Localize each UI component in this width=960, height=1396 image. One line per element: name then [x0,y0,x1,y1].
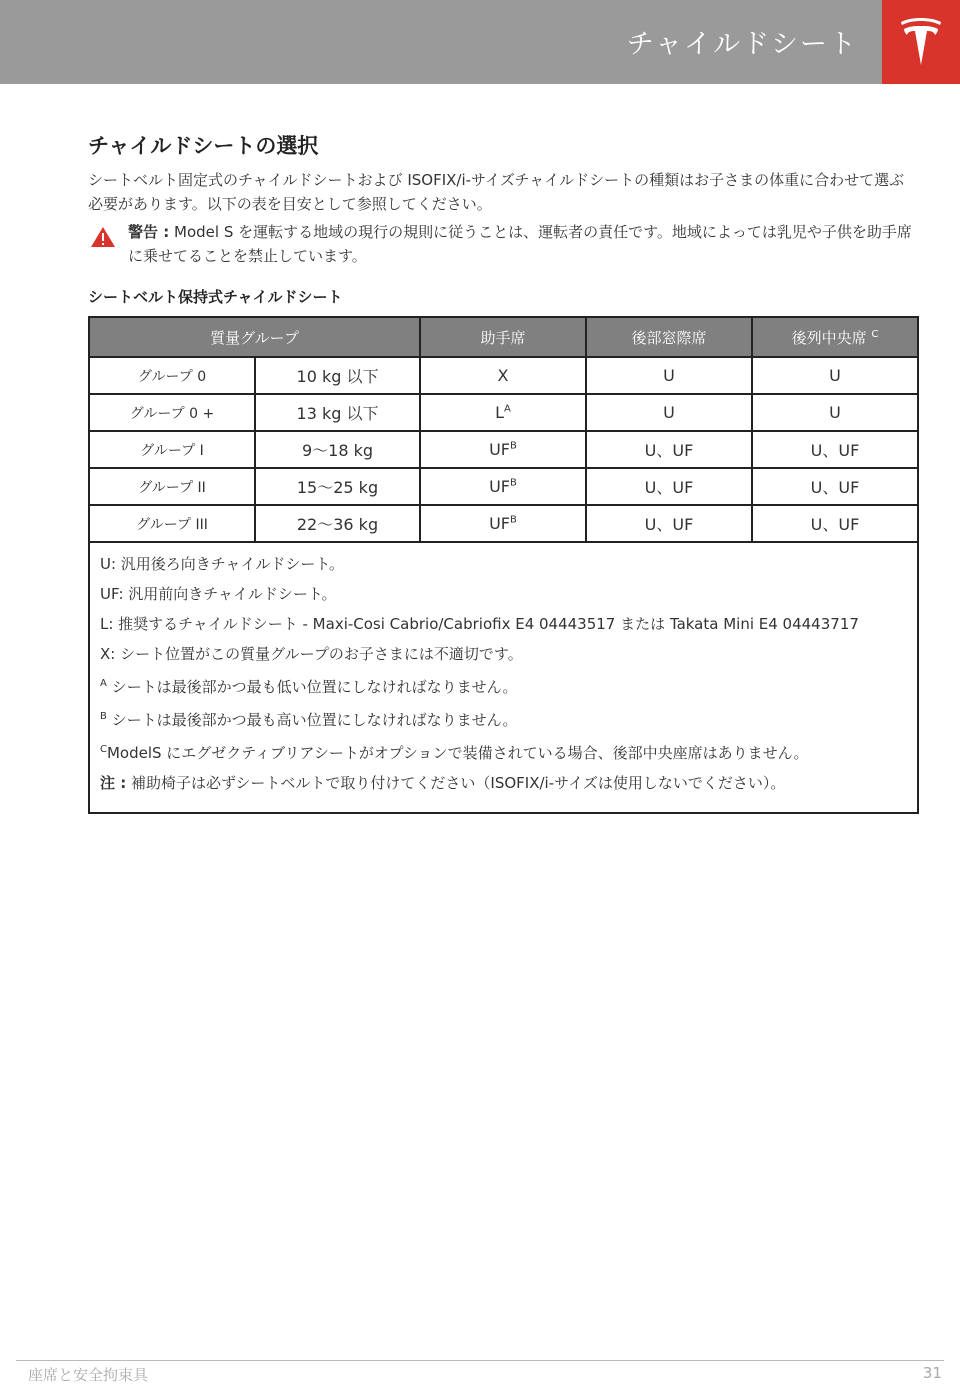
front-seat-value: X [497,366,509,385]
group-cell: グループ III [89,505,255,542]
rear-center-cell: U、UF [752,505,918,542]
front-seat-value: UF [489,514,511,533]
warning-label: 警告 : [128,223,170,241]
front-seat-sup: A [504,403,511,415]
table-row [89,468,918,505]
front-seat-cell [420,394,586,431]
weight-cell: 10 kg 以下 [255,357,420,394]
note-b-text: シートは最後部かつ最も高い位置にしなければなりません。 [106,711,518,729]
note-c-text: ModelS にエグゼクティブリアシートがオプションで装備されている場合、後部中央座席はありません。 [106,744,809,762]
warning-body: Model S を運転する地域の現行の規則に従うことは、運転者の責任です。地域によっては乳児や子供を助手席に乗せてることを禁止しています。 [128,223,912,265]
header-rear-outboard: 後部窓際席 [586,317,752,357]
tesla-logo-icon [898,17,944,67]
note-x: X: シート位置がこの質量グループのお子さまには不適切です。 [100,645,523,663]
weight-cell: 15～25 kg [255,468,420,505]
warning-box [88,220,918,268]
note-general [100,772,907,794]
group-cell: グループ II [89,468,255,505]
page-header-title: チャイルドシート [626,29,858,60]
rear-outboard-cell: U、UF [586,468,752,505]
front-seat-value: L [495,403,505,422]
rear-outboard-cell: U、UF [586,431,752,468]
intro-paragraph: シートベルト固定式のチャイルドシートおよび ISOFIX/i-サイズチャイルドシートの種類はお子さまの体重に合わせて選ぶ必要があります。以下の表を目安として参照してください。 [88,171,905,213]
page-number: 31 [922,1364,942,1382]
rear-center-cell: U [752,357,918,394]
note-label: 注 : [100,774,127,792]
front-seat-value: UF [489,477,511,496]
rear-outboard-cell: U [586,394,752,431]
footer-chapter: 座席と安全拘束具 [28,1366,149,1384]
table-header-row [89,317,918,357]
rear-center-cell: U、UF [752,468,918,505]
note-a [100,673,907,698]
table-row [89,394,918,431]
table-row [89,357,918,394]
note-u: U: 汎用後ろ向きチャイルドシート。 [100,555,345,573]
note-b [100,706,907,731]
note-b-sup: B [100,711,107,722]
front-seat-sup: B [510,477,517,489]
rear-outboard-cell: U [586,357,752,394]
rear-outboard-cell: U、UF [586,505,752,542]
subsection-title: シートベルト保持式チャイルドシート [88,288,343,306]
rear-center-cell: U [752,394,918,431]
child-seat-table [88,316,919,814]
weight-cell: 9～18 kg [255,431,420,468]
weight-cell: 13 kg 以下 [255,394,420,431]
table-row [89,431,918,468]
front-seat-sup: B [510,440,517,452]
section-title: チャイルドシートの選択 [88,134,319,158]
weight-cell: 22～36 kg [255,505,420,542]
table-notes-cell [89,542,918,813]
header-bar [0,0,882,84]
tesla-logo [882,0,960,84]
table-notes-row [89,542,918,813]
warning-triangle-icon [90,226,116,248]
note-a-sup: A [100,678,107,689]
note-c-sup: C [100,744,107,755]
note-c [100,739,907,764]
table-row [89,505,918,542]
rear-center-cell: U、UF [752,431,918,468]
header-rear-center-label: 後列中央席 [791,328,867,347]
front-seat-sup: B [510,514,517,526]
group-cell: グループ 0 + [89,394,255,431]
note-uf: UF: 汎用前向きチャイルドシート。 [100,585,337,603]
note-general-text: 補助椅子は必ずシートベルトで取り付けてください（ISOFIX/i-サイズは使用しないでください）。 [126,774,786,792]
group-cell: グループ I [89,431,255,468]
front-seat-value: UF [489,440,511,459]
warning-text [128,220,918,268]
front-seat-cell [420,357,586,394]
header-rear-center-sup: C [871,328,879,340]
header-mass-group: 質量グループ [89,317,420,357]
front-seat-cell [420,468,586,505]
note-a-text: シートは最後部かつ最も低い位置にしなければなりません。 [106,678,518,696]
front-seat-cell [420,505,586,542]
header-rear-center [752,317,918,357]
header-front-seat: 助手席 [420,317,586,357]
group-cell: グループ 0 [89,357,255,394]
front-seat-cell [420,431,586,468]
note-l: L: 推奨するチャイルドシート - Maxi-Cosi Cabrio/Cabriofix E4 04443517 または Takata Mini E4 04443717 [100,615,859,633]
footer-divider [16,1360,944,1361]
